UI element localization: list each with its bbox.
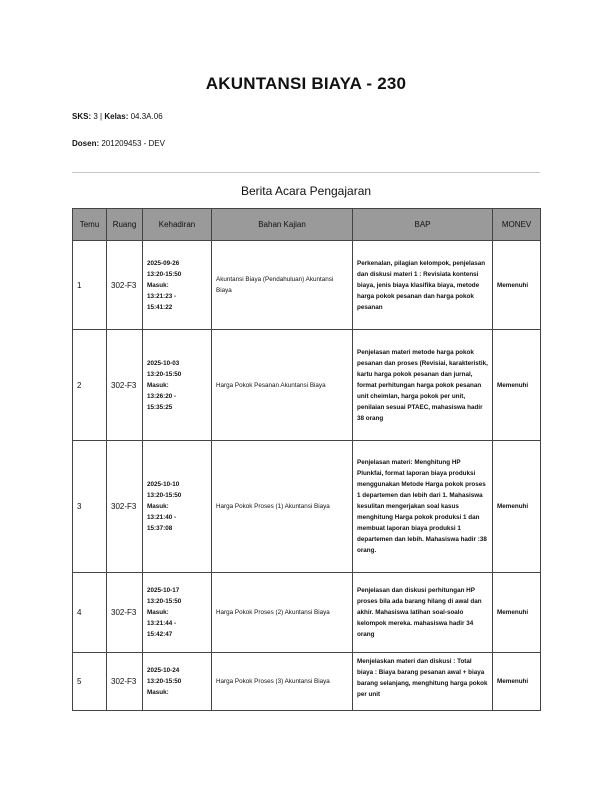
cell-ruang: 302-F3 <box>107 330 143 441</box>
header-kehadiran: Kehadiran <box>143 209 212 241</box>
table-row <box>73 653 541 711</box>
cell-bap: Penjelasan dan diskusi perhitungan HP proses bila ada barang hilang di awal dan akhir. Mahasiswa latihan soal-soalo kelompok mereka. mahasiswa hadir 34 orang <box>353 573 493 653</box>
table-row <box>73 241 541 330</box>
cell-monev: Memenuhi <box>493 441 541 573</box>
cell-bap: Menjelaskan materi dan diskusi : Total biaya : Biaya barang pesanan awal + biaya barang selanjang, menghitung harga pokok per unit <box>353 653 493 711</box>
cell-temu: 1 <box>73 241 107 330</box>
header-ruang: Ruang <box>107 209 143 241</box>
kehadiran-in: 13:21:44 - <box>147 620 177 627</box>
kehadiran-masuk-label: Masuk: <box>147 281 169 289</box>
cell-monev: Memenuhi <box>493 330 541 441</box>
cell-bahan-kajian: Harga Pokok Proses (3) Akuntansi Biaya <box>212 653 353 711</box>
course-title: AKUNTANSI BIAYA - 230 <box>205 74 407 93</box>
cell-bap: Perkenalan, pilagian kelompok, penjelasan dan diskusi materi 1 : Revisiata kontensi biaya, jenis biaya klasifika biaya, metode harga pokok pesanan dan harga pokok pesanan <box>353 241 493 330</box>
kehadiran-masuk-label: Masuk: <box>147 689 169 696</box>
kelas-label: Kelas: <box>104 112 129 121</box>
cell-kehadiran <box>143 653 212 711</box>
cell-bahan-kajian: Akuntansi Biaya (Pendahuluan) Akuntansi Biaya <box>212 241 353 330</box>
section-title: Berita Acara Pengajaran <box>240 184 372 198</box>
kehadiran-schedule: 13:20-15:50 <box>147 270 182 278</box>
bap-table <box>72 208 541 711</box>
kehadiran-in: 13:21:40 - <box>147 514 177 521</box>
table-body <box>73 241 541 711</box>
kehadiran-date: 2025-10-10 <box>147 481 180 488</box>
cell-temu: 5 <box>73 653 107 711</box>
table-row <box>73 441 541 573</box>
table-row <box>73 330 541 441</box>
header-bahan-kajian: Bahan Kajian <box>212 209 353 241</box>
kehadiran-date: 2025-10-24 <box>147 667 180 674</box>
kehadiran-schedule: 13:20-15:50 <box>147 678 182 685</box>
divider <box>72 172 540 173</box>
cell-bahan-kajian: Harga Pokok Proses (1) Akuntansi Biaya <box>212 441 353 573</box>
kehadiran-out: 15:41:22 <box>147 303 173 311</box>
cell-monev: Memenuhi <box>493 653 541 711</box>
cell-monev: Memenuhi <box>493 241 541 330</box>
course-meta-dosen <box>72 139 165 148</box>
cell-bap: Penjelasan materi metode harga pokok pesanan dan proses (Revisiai, karakteristik, kartu harga pokok pesanan dan jurnal, format perhitungan harga pokok pesanan unit cheimlan, harga pokok per unit, penilaian sesuai PTAEC, mahasiswa hadir 38 orang <box>353 330 493 441</box>
header-bap: BAP <box>353 209 493 241</box>
sks-value: 3 <box>93 112 98 121</box>
cell-bahan-kajian: Harga Pokok Proses (2) Akuntansi Biaya <box>212 573 353 653</box>
meta-separator: | <box>100 112 103 121</box>
kehadiran-date: 2025-10-17 <box>147 587 180 594</box>
kehadiran-out: 15:37:08 <box>147 525 173 532</box>
kelas-value: 04.3A.06 <box>130 112 163 121</box>
kehadiran-schedule: 13:20-15:50 <box>147 492 182 499</box>
dosen-value: 201209453 - DEV <box>101 139 165 148</box>
header-monev: MONEV <box>493 209 541 241</box>
cell-temu: 3 <box>73 441 107 573</box>
cell-ruang: 302-F3 <box>107 241 143 330</box>
dosen-label: Dosen: <box>72 139 100 148</box>
table-row <box>73 573 541 653</box>
course-meta-sks-kelas <box>72 112 163 121</box>
kehadiran-masuk-label: Masuk: <box>147 503 169 510</box>
kehadiran-out: 15:42:47 <box>147 631 173 638</box>
kehadiran-masuk-label: Masuk: <box>147 381 169 389</box>
kehadiran-date: 2025-10-03 <box>147 359 180 367</box>
cell-bap: Penjelasan materi: Menghitung HP Plunkfai, format laporan biaya produksi menggunakan Metode Harga pokok proses 1 departemen dan lebih dari 1. Mahasiswa kesulitan mengerjakan soal kasus menghitung Harga pokok produksi 1 dan membuat laporan biaya produksi 1 departemen dan lebih. Mahasiswa hadir :38 orang. <box>353 441 493 573</box>
header-temu: Temu <box>73 209 107 241</box>
cell-ruang: 302-F3 <box>107 441 143 573</box>
cell-ruang: 302-F3 <box>107 653 143 711</box>
kehadiran-in: 13:21:23 - <box>147 292 177 300</box>
kehadiran-masuk-label: Masuk: <box>147 609 169 616</box>
table-header <box>73 209 541 241</box>
cell-temu: 2 <box>73 330 107 441</box>
cell-kehadiran <box>143 441 212 573</box>
kehadiran-date: 2025-09-26 <box>147 259 180 267</box>
kehadiran-schedule: 13:20-15:50 <box>147 598 182 605</box>
cell-monev: Memenuhi <box>493 573 541 653</box>
cell-bahan-kajian: Harga Pokok Pesanan Akuntansi Biaya <box>212 330 353 441</box>
cell-kehadiran <box>143 573 212 653</box>
kehadiran-in: 13:26:20 - <box>147 392 177 400</box>
kehadiran-schedule: 13:20-15:50 <box>147 370 182 378</box>
cell-kehadiran <box>143 241 212 330</box>
cell-temu: 4 <box>73 573 107 653</box>
sks-label: SKS: <box>72 112 92 121</box>
cell-ruang: 302-F3 <box>107 573 143 653</box>
cell-kehadiran <box>143 330 212 441</box>
kehadiran-out: 15:35:25 <box>147 403 173 411</box>
